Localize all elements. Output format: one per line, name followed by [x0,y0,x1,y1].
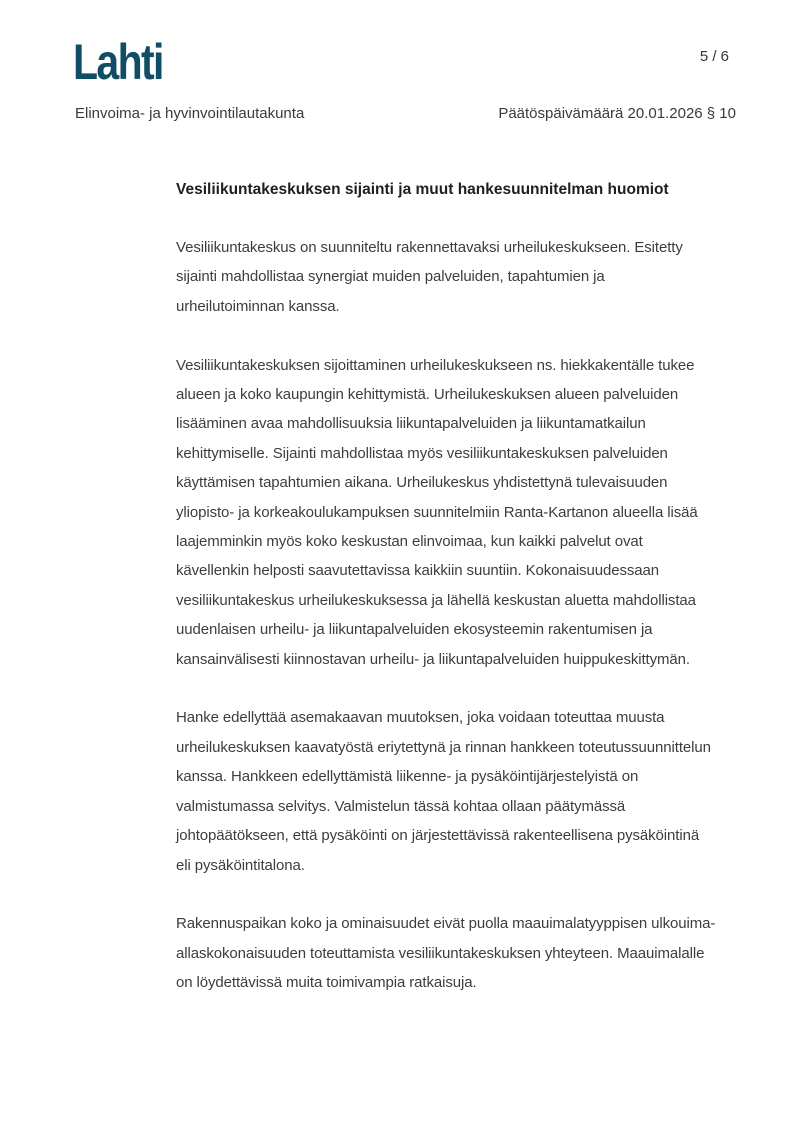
paragraph [176,909,741,997]
document-paragraphs [176,233,741,998]
paragraph-line: johtopäätökseen, että pysäköinti on järjestettävissä rakenteellisena pysäköintinä [176,827,700,845]
paragraph-line: Vesiliikuntakeskuksen sijoittaminen urheilukeskukseen ns. hiekkakentälle tukee [176,356,695,374]
paragraph-line: valmistumassa selvitys. Valmistelun tässä kohtaa ollaan päätymässä [176,797,626,815]
decision-date: Päätöspäivämäärä 20.01.2026 § 10 [498,105,736,122]
paragraph-line: urheilutoiminnan kanssa. [176,297,340,315]
paragraph-line: Hanke edellyttää asemakaavan muutoksen, joka voidaan toteuttaa muusta [176,709,665,727]
paragraph-line: kanssa. Hankkeen edellyttämistä liikenne- ja pysäköintijärjestelyistä on [176,768,639,786]
paragraph-line: on löydettävissä muita toimivampia ratkaisuja. [176,974,477,992]
paragraph-line: allaskokonaisuuden toteuttamista vesiliikuntakeskuksen yhteyteen. Maauimalalle [176,944,705,962]
document-title: Vesiliikuntakeskuksen sijainti ja muut hankesuunnitelman huomiot [176,181,669,198]
paragraph-line: käyttämisen tapahtumien aikana. Urheilukeskus yhdistettynä tulevaisuuden [176,474,668,492]
paragraph-line: Rakennuspaikan koko ja ominaisuudet eivät puolla maauimalatyyppisen ulkouima- [176,915,716,933]
paragraph-line: urheilukeskuksen kaavatyöstä eriytettynä ja rinnan hankkeen toteutussuunnittelun [176,738,711,756]
paragraph-line: yliopisto- ja korkeakoulukampuksen suunnitelmiin Ranta-Kartanon alueella lisää [176,503,698,521]
paragraph [176,351,741,674]
paragraph-line: laajemminkin myös koko keskustan elinvoimaa, kun kaikki palvelut ovat [176,533,643,551]
paragraph-line: alueen ja koko kaupungin kehittymistä. Urheilukeskuksen alueen palveluiden [176,386,679,404]
paragraph-line: kävellenkin helposti saavutettavissa kaikkiin suuntiin. Kokonaisuudessaan [176,562,659,580]
paragraph-line: kehittymiselle. Sijainti mahdollistaa myös vesiliikuntakeskuksen palveluiden [176,444,668,462]
committee-name: Elinvoima- ja hyvinvointilautakunta [75,105,305,122]
paragraph-line: uudenlaisen urheilu- ja liikuntapalveluiden ekosysteemin rakentumisen ja [176,621,653,639]
page-number: 5 / 6 [699,48,729,65]
paragraph-line: eli pysäköintitalona. [176,856,305,874]
paragraph-line: lisääminen avaa mahdollisuuksia liikuntapalveluiden ja liikuntamatkailun [176,415,646,433]
paragraph [176,233,741,321]
paragraph-line: vesiliikuntakeskus urheilukeskuksessa ja lähellä keskustan aluetta mahdollistaa [176,591,696,609]
paragraph-line: sijainti mahdollistaa synergiat muiden palveluiden, tapahtumien ja [176,268,605,286]
document-header-row [75,105,736,123]
paragraph-line: kansainvälisesti kiinnostavan urheilu- ja liikuntapalveluiden huippukeskittymän. [176,650,690,668]
document-body [176,179,741,998]
paragraph [176,703,741,879]
paragraph-line: Vesiliikuntakeskus on suunniteltu rakennettavaksi urheilukeskukseen. Esitetty [176,239,683,256]
lahti-logo: Lahti [73,34,163,90]
